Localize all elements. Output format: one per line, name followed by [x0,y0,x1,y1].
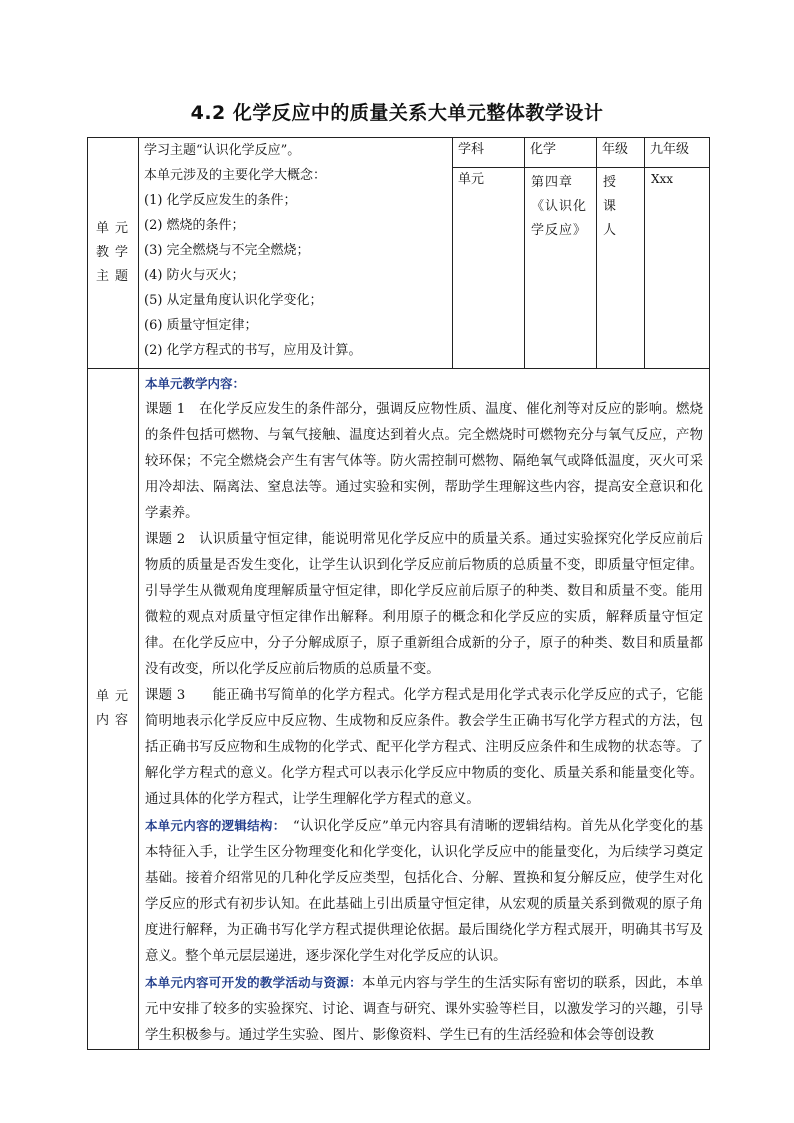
unit-design-table [87,137,710,1050]
teacher-label: 授课人 [597,168,645,369]
grade-value: 九年级 [645,138,710,168]
content-heading: 本单元教学内容： [145,376,246,391]
theme-description-cell [139,138,453,369]
page-title: 4.2 化学反应中的质量关系大单元整体教学设计 [190,102,604,124]
lesson-1-text: 课题 1 在化学反应发生的条件部分，强调反应物性质、温度、催化剂等对反应的影响。燃烧的条件包括可燃物、与氧气接触、温度达到着火点。完全燃烧时可燃物充分与氧气反应，产物较环保；不完全燃烧会产生有害气体等。防火需控制可燃物、隔绝氧气或降低温度，灭火可采用冷却法、隔离法、窒息法等。通过实验和实例，帮助学生理解这些内容，提高安全意识和化学素养。 [145,402,703,521]
concept-item: (1) 化学反应发生的条件； [144,193,297,208]
concept-item: (4) 防火与灭火； [144,268,245,283]
unit-value: 第四章《认识化学反应》 [525,168,597,369]
unit-theme-label: 单元教学主题 [88,138,139,369]
lesson-3-text: 课题 3 能正确书写简单的化学方程式。化学方程式是用化学式表示化学反应的式子，它能简明地表示化学反应中反应物、生成物和反应条件。教会学生正确书写化学方程式的方法，包括正确书写反应物和生成物的化学式、配平化学方程式、注明反应条件和生成物的状态等。了解化学方程式的意义。化学方程式可以表示化学反应中物质的变化、质量关系和能量变化等。通过具体的化学方程式，让学生理解化学方程式的意义。 [145,688,703,807]
activity-paragraph [145,970,703,1049]
logic-heading: 本单元内容的逻辑结构： [145,818,280,833]
unit-label: 单元 [453,168,525,369]
concept-item: (3) 完全燃烧与不完全燃烧； [144,243,310,258]
grade-label: 年级 [597,138,645,168]
activity-text: 本单元内容与学生的生活实际有密切的联系，因此，本单元中安排了较多的实验探究、讨论、调查与研究、课外实验等栏目，以激发学习的兴趣，引导学生积极参与。通过学生实验、图片、影像资料、学生已有的生活经验和体会等创设教 [145,976,703,1043]
concept-item: (5) 从定量角度认识化学变化； [144,293,323,308]
concept-item: (2) 燃烧的条件； [144,218,245,233]
subject-label: 学科 [453,138,525,168]
concepts-heading: 本单元涉及的主要化学大概念： [144,168,327,183]
teacher-value: Xxx [645,168,710,369]
logic-text: “认识化学反应”单元内容具有清晰的逻辑结构。首先从化学变化的基本特征入手，让学生区分物理变化和化学变化，认识化学反应中的能量变化，为后续学习奠定基础。接着介绍常见的几种化学反应类型，包括化合、分解、置换和复分解反应，使学生对化学反应的形式有初步认知。在此基础上引出质量守恒定律，从宏观的质量关系到微观的原子角度进行解释，为正确书写化学方程式提供理论依据。最后围绕化学方程式展开，明确其书写及意义。整个单元层层递进，逐步深化学生对化学反应的认识。 [145,819,703,964]
unit-content-cell [139,369,710,1050]
concept-item: (6) 质量守恒定律； [144,318,258,333]
activity-heading: 本单元内容可开发的教学活动与资源： [145,975,362,990]
theme-line: 学习主题“认识化学反应”。 [144,143,301,158]
subject-value: 化学 [525,138,597,168]
logic-paragraph [145,813,703,970]
unit-content-label: 单元内容 [88,369,139,1050]
concept-item: (2) 化学方程式的书写，应用及计算。 [144,343,362,358]
lesson-2-text: 课题 2 认识质量守恒定律，能说明常见化学反应中的质量关系。通过实验探究化学反应前后物质的质量是否发生变化，让学生认识到化学反应前后物质的总质量不变，即质量守恒定律。引导学生从微观角度理解质量守恒定律，即化学反应前后原子的种类、数目和质量不变。能用微粒的观点对质量守恒定律作出解释。利用原子的概念和化学反应的实质，解释质量守恒定律。在化学反应中，分子分解成原子，原子重新组合成新的分子，原子的种类、数目和质量都没有改变，所以化学反应前后物质的总质量不变。 [145,532,703,677]
